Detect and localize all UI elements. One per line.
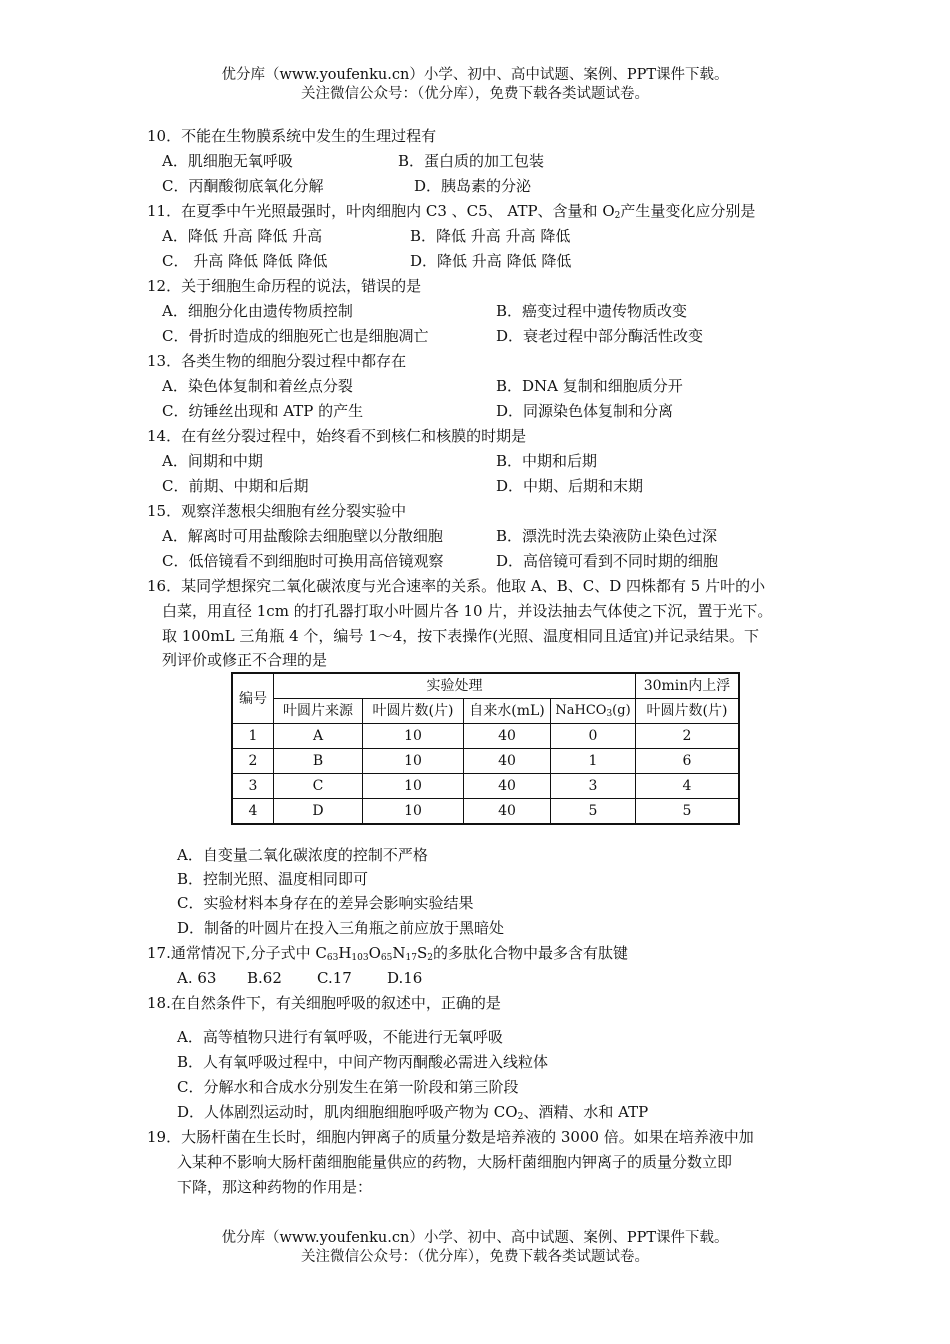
table-cell: 1 xyxy=(551,749,636,774)
q11-option-c: C． 升高 降低 降低 降低 xyxy=(162,252,328,270)
table-cell: 6 xyxy=(636,749,740,774)
q14-stem: 14．在有丝分裂过程中，始终看不到核仁和核膜的时期是 xyxy=(147,427,527,445)
q12-stem: 12．关于细胞生命历程的说法，错误的是 xyxy=(147,277,422,295)
table-cell: 4 xyxy=(636,774,740,799)
q19-stem-line-1: 19．大肠杆菌在生长时，细胞内钾离子的质量分数是培养液的 3000 倍。如果在培养液中加 xyxy=(147,1128,754,1146)
header-source: 叶圆片来源 xyxy=(274,699,363,724)
table-row xyxy=(232,724,739,749)
q11-stem: 11．在夏季中午光照最强时，叶肉细胞内 C3 、C5、 ATP、含量和 $O_2$产生量变化应分别是 xyxy=(147,202,756,221)
q17-option-c: C.17 xyxy=(317,969,352,987)
header-line-1: 优分库（www.youfenku.cn）小学、初中、高中试题、案例、PPT课件下载。 xyxy=(221,67,729,83)
q18-option-a: A．高等植物只进行有氧呼吸，不能进行无氧呼吸 xyxy=(177,1028,503,1046)
q13-option-a: A．染色体复制和着丝点分裂 xyxy=(162,377,353,395)
table-row xyxy=(232,799,739,825)
footer-line-2: 关注微信公众号：（优分库），免费下载各类试题试卷。 xyxy=(301,1249,649,1265)
q17-option-b: B.62 xyxy=(247,969,282,987)
table-cell: D xyxy=(274,799,363,825)
q10-option-d: D．胰岛素的分泌 xyxy=(414,177,532,195)
header-result-top: 30min内上浮 xyxy=(636,673,740,699)
table-cell: 2 xyxy=(636,724,740,749)
q13-option-b: B．DNA 复制和细胞质分开 xyxy=(496,377,683,395)
header-line-2: 关注微信公众号：（优分库），免费下载各类试题试卷。 xyxy=(301,86,649,102)
q16-stem-line-3: 取 100mL 三角瓶 4 个，编号 1～4，按下表操作(光照、温度相同且适宜)并记录结果。下 xyxy=(162,627,759,645)
q16-stem-line-4: 列评价或修正不合理的是 xyxy=(162,651,328,669)
table-cell: 2 xyxy=(232,749,274,774)
q16-stem-line-1: 16．某同学想探究二氧化碳浓度与光合速率的关系。他取 A、B、C、D 四株都有 5 片叶的小 xyxy=(147,577,766,595)
header-id: 编号 xyxy=(232,673,274,724)
table-cell: A xyxy=(274,724,363,749)
table-cell: 5 xyxy=(636,799,740,825)
q16-option-c: C．实验材料本身存在的差异会影响实验结果 xyxy=(177,894,474,912)
header-water: 自来水(mL) xyxy=(464,699,551,724)
footer-line-1: 优分库（www.youfenku.cn）小学、初中、高中试题、案例、PPT课件下载。 xyxy=(221,1230,729,1246)
q11-option-b: B．降低 升高 升高 降低 xyxy=(410,227,571,245)
table-cell: 10 xyxy=(363,749,464,774)
q16-stem-line-2: 白菜，用直径 1cm 的打孔器打取小叶圆片各 10 片，并设法抽去气体使之下沉，置于光下。 xyxy=(162,602,773,620)
table-cell: 40 xyxy=(464,749,551,774)
q10-option-b: B．蛋白质的加工包装 xyxy=(398,152,545,170)
q13-option-d: D．同源染色体复制和分离 xyxy=(496,402,674,420)
table-header-row-2 xyxy=(232,699,739,724)
table-cell: 1 xyxy=(232,724,274,749)
q10-option-a: A．肌细胞无氧呼吸 xyxy=(162,152,293,170)
q11-option-d: D．降低 升高 降低 降低 xyxy=(410,252,572,270)
table-cell: 40 xyxy=(464,774,551,799)
table-cell: 3 xyxy=(232,774,274,799)
table-cell: 10 xyxy=(363,774,464,799)
page-header xyxy=(0,66,950,104)
experiment-table xyxy=(231,672,740,825)
table-header-row-1 xyxy=(232,673,739,699)
q12-option-a: A．细胞分化由遗传物质控制 xyxy=(162,302,353,320)
q11-option-a: A．降低 升高 降低 升高 xyxy=(162,227,323,245)
q13-option-c: C．纺锤丝出现和 ATP 的产生 xyxy=(162,402,364,420)
q10-stem: 10．不能在生物膜系统中发生的生理过程有 xyxy=(147,127,437,145)
q19-stem-line-3: 下降，那这种药物的作用是： xyxy=(177,1178,373,1196)
q12-option-c: C．骨折时造成的细胞死亡也是细胞凋亡 xyxy=(162,327,429,345)
q15-option-c: C．低倍镜看不到细胞时可换用高倍镜观察 xyxy=(162,552,444,570)
q13-stem: 13．各类生物的细胞分裂过程中都存在 xyxy=(147,352,407,370)
q18-option-b: B．人有氧呼吸过程中，中间产物丙酮酸必需进入线粒体 xyxy=(177,1053,549,1071)
table-cell: 0 xyxy=(551,724,636,749)
header-result-bottom: 叶圆片数(片) xyxy=(636,699,740,724)
table-row xyxy=(232,749,739,774)
table-cell: 40 xyxy=(464,799,551,825)
q14-option-d: D．中期、后期和末期 xyxy=(496,477,644,495)
q18-stem: 18.在自然条件下，有关细胞呼吸的叙述中，正确的是 xyxy=(147,994,501,1012)
q15-option-a: A．解离时可用盐酸除去细胞壁以分散细胞 xyxy=(162,527,443,545)
header-nahco3: NaHCO$_3$(g) xyxy=(551,699,636,724)
table-cell: 4 xyxy=(232,799,274,825)
q16-option-b: B．控制光照、温度相同即可 xyxy=(177,870,369,888)
table-cell: 40 xyxy=(464,724,551,749)
q12-option-b: B．癌变过程中遗传物质改变 xyxy=(496,302,688,320)
table-cell: B xyxy=(274,749,363,774)
q14-option-c: C．前期、中期和后期 xyxy=(162,477,309,495)
table-cell: 3 xyxy=(551,774,636,799)
table-row xyxy=(232,774,739,799)
q15-option-b: B．漂洗时洗去染液防止染色过深 xyxy=(496,527,718,545)
q17-option-a: A. 63 xyxy=(177,969,217,987)
q17-option-d: D.16 xyxy=(387,969,423,987)
q18-option-d: D．人体剧烈运动时，肌肉细胞细胞呼吸产物为 $CO_2$、酒精、水和 ATP xyxy=(177,1103,649,1122)
table-cell: C xyxy=(274,774,363,799)
q19-stem-line-2: 入某种不影响大肠杆菌细胞能量供应的药物，大肠杆菌细胞内钾离子的质量分数立即 xyxy=(177,1153,733,1171)
q18-option-c: C．分解水和合成水分别发生在第一阶段和第三阶段 xyxy=(177,1078,519,1096)
page-footer xyxy=(0,1229,950,1267)
q16-option-a: A．自变量二氧化碳浓度的控制不严格 xyxy=(177,846,428,864)
header-treatment: 实验处理 xyxy=(274,673,636,699)
q15-option-d: D．高倍镜可看到不同时期的细胞 xyxy=(496,552,719,570)
q15-stem: 15．观察洋葱根尖细胞有丝分裂实验中 xyxy=(147,502,407,520)
table-cell: 10 xyxy=(363,724,464,749)
header-count: 叶圆片数(片) xyxy=(363,699,464,724)
q14-option-b: B．中期和后期 xyxy=(496,452,598,470)
q12-option-d: D．衰老过程中部分酶活性改变 xyxy=(496,327,704,345)
table-cell: 5 xyxy=(551,799,636,825)
q10-option-c: C．丙酮酸彻底氧化分解 xyxy=(162,177,324,195)
q17-stem: 17.通常情况下,分子式中 $C_{63}H_{103}O_{65}N_{17}S_2$的多肽化合物中最多含有肽键 xyxy=(147,944,628,963)
q16-option-d: D．制备的叶圆片在投入三角瓶之前应放于黑暗处 xyxy=(177,919,505,937)
q14-option-a: A．间期和中期 xyxy=(162,452,263,470)
table-cell: 10 xyxy=(363,799,464,825)
